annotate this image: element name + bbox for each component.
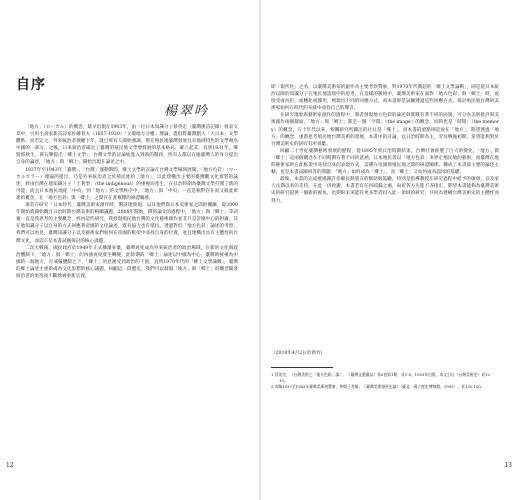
paragraph: 在研究現象與藝術家創作的過程中，筆者發現地方色彩的論述與實踐有著不同的面貌，可分為美術批評與美術創作兩個層面，「地方」與「鄉土」都是一個「空間」（the image）的概念，同時也是「時間」（the memory）的概念，五十年代以來，相關研究所關注的往往是「鄉土」，而本書的重點則是放在「地方」，期望透過「地方」的概念，重新思考殖民地台灣美術的發展，本書中的討論，以日治時期為主，旁及戰後初期，希望能夠對於台灣美術史的研究有所貢獻。 <box>271 113 499 147</box>
left-page <box>0 0 259 500</box>
preface-date: （2018年4月2日於新竹) <box>271 351 323 356</box>
paragraph: 即「現代化」之名，以臺灣美術家的創作為主要考察對象，對1970年代興起的「鄉土文學論戰」，則是從日本統治以降的知識分子在殖民地語境中的思考，在這樣的脈絡中，臺灣美術家在面對「地方色彩」與「鄉土」時，或接受或抗拒，或轉化或挪用，展現出不同的回應方式，而本書即是試圖透過這些回應方式，探討殖民地台灣的美術家如何在時代的夾縫中尋找自己的聲音。 <box>271 85 499 112</box>
paragraph: 回顧二十世紀臺灣藝術發展的歷程，從1895年到日治時期結束，台灣社會經歷了巨大的變化，「地方」與「鄉土」這兩個概念在不同時期有著不同的意涵，日本殖民者以「地方色彩」來界定殖民地的藝術，而臺灣在地的藝術家則在此框架中尋找自身的表現方式，這種在帝國與殖民地之間的辯證關係，構成了本書最主要的論述主軸，也是本書試圖回答的問題：「地方」如何成為「鄉土」，而「鄉土」又如何成為認同的基礎。 <box>271 148 499 176</box>
page-number-right: 13 <box>504 462 512 469</box>
footnote-rule <box>271 367 333 368</box>
paragraph: 最後，本書的完成要感謝許多師長與朋友的幫助與鼓勵，特別是指導教授在研究過程中給予的啟發，以及家人長期以來的支持，在此一併致謝，本書若有任何疏漏之處，尚祈各方先進不吝指正，期望本書能夠為臺灣美術史的研究提供一個新的視角，也期盼未來能有更多學者投入此一領域的研究，共同為建構台灣美術史的主體性而努力。 <box>271 177 499 204</box>
footnote: 2 有關1927至1943年臺灣美術展覽會，參閱王秀雄，《臺灣美術發展史論》（臺北：國立歷史博物館，1995），頁135-150。 <box>271 384 485 389</box>
right-page <box>261 0 520 500</box>
author-signature: 楊翠吟 <box>164 104 210 119</box>
left-body-text <box>16 124 238 376</box>
footnotes <box>271 372 497 390</box>
paragraph: 「地方」（ローカル）的概念，最早出現在1903年，由一位日本知識分子蔡英定（臺灣漢詩記錄）發表文章中，引用小說家新詩詩家佐藤春夫（1857-1930）「文壇地方分權」理論，提倡將臺灣劃入「大日本」文學體系，而若定之，外來統治者強權下年，就已經有人開始強調，將在殖民地臺灣發展具有地域特色的文學視為中國的一部分，之後，日本統治者確定了臺灣的殖民地文學要發展的基本格局，確立起其，直到1931年，鄉賢郭秋生、黃石輝提出「鄉土文學」，台灣文學的討論始進入到新的階段，所有人都以在地臺灣人的身分提出自身的論述，「地方」與「鄉土」開始出現在論述之中。 <box>16 125 238 166</box>
paragraph: 二次大戰後，國民政府於1949年正式播遷來臺，臺灣再度成為外來統治者的政治場域，在新的文化與政治體制下，「地方」與「鄉土」的內涵再度發生轉變，此時期的「鄉土」論述以中國為中心，臺灣則被視為中國的一個地方，在戒嚴體制之下，「鄉土」的意涵受到政治的干預，直到1970年代的「鄉土文學論戰」，臺灣的鄉土論述才重新成為文化思想的核心議題，回顧這一段歷史，我們可以發現「地方」與「鄉土」的概念隨著統治者的更迭而不斷地被重新定義。 <box>16 245 238 279</box>
footnote: 1 蔡英定，〈台灣美術之「地方色彩」論〉，《臺灣文藝叢誌》第5卷第1期，頁1-8，1903年出版，本文引自《台灣美術史》頁12-13。 <box>271 372 492 383</box>
page-number-left: 12 <box>6 462 14 469</box>
right-body-text <box>271 84 499 356</box>
paragraph: 1927年至1943年「臺灣」，「台灣」運動期間，鄉土文學的討論在台灣文學場域展開。「地方色彩」（ローカルカラー）理論的提出，乃是外來統治者之於殖民地的「地方」，以此建構出主要的臺灣觀文化實質的論述，經由台灣在地知識分子「土著型」（the indigenous）的重視而產生，在日治時期為臺灣文學打開了新的可能，而且日本殖民地從「中央」到「地方」的文學秩序中，「地方」與「中央」一直是相對存在而又彼此牽連的概念，在「地方色彩」與「鄉土」之間存在著複雜的辯證關係。 <box>16 167 238 201</box>
paragraph: 筆者在研究「日本時代」臺灣美術家創作時，驚訝地發現，以及他們與日本美術家之間的關聯，從2000年開始就開始關注日治時期台灣美術的相關議題，2008年開始，撰寫論文的過程中，「地方」與「鄉土」等詞彙一直是我思考的主要概念，經由這些研究，我發現殖民地台灣的文化藝術創作並非只是帝國中心的附庸，其在地知識分子以自身的方式回應著帝國的文化論述，既有協力也有抵抗。透過對於「地方色彩」論述的考察，我們可以看見，臺灣知識分子以及藝術家們如何在帝國的框架中尋找自身的位置，並且建構出具有主體性的台灣文化，而這正是本書試圖探討的核心課題。 <box>16 203 238 244</box>
preface-title: 自序 <box>16 77 46 93</box>
